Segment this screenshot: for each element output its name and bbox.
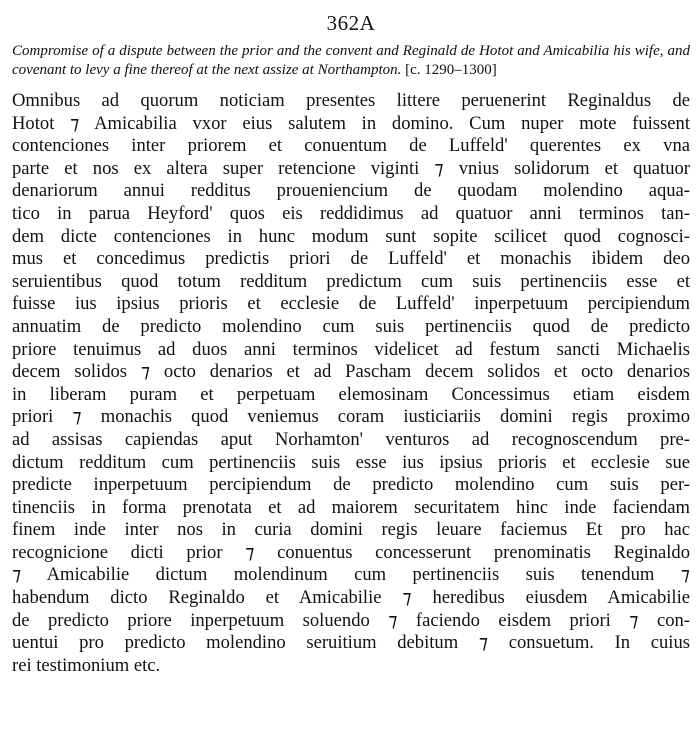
body-line: rei testimonium etc. xyxy=(12,654,161,676)
body-line: parte et nos ex altera super retencione viginti ⁊ vnius solidorum et quatuor xyxy=(12,157,690,179)
body-line: finem inde inter nos in curia domini regis leuare faciemus Et pro hac xyxy=(12,519,690,541)
document-heading-text: Compromise of a dispute between the prior and the convent and Reginald de Hotot and Amicabilia his wife, and covenant to levy a fine thereof at the next assize at Northampton. xyxy=(12,43,690,78)
body-line: recognicione dicti prior ⁊ conuentus concesserunt prenominatis Reginaldo xyxy=(12,541,690,563)
body-line: habendum dicto Reginaldo et Amicabilie ⁊ heredibus eiusdem Amicabilie xyxy=(12,587,690,609)
body-line: fuisse ius ipsius prioris et ecclesie de Luffeld' inperpetuum percipiendum xyxy=(12,293,690,315)
body-line: ⁊ Amicabilie dictum molendinum cum pertinenciis suis tenendum ⁊ xyxy=(12,564,690,586)
body-line: seruientibus quod totum redditum predictum cum suis pertinenciis esse et xyxy=(12,270,690,292)
body-line: dictum redditum cum pertinenciis suis esse ius ipsius prioris et ecclesie sue xyxy=(12,451,690,473)
document-date: [c. 1290–1300] xyxy=(405,62,497,78)
body-line: contenciones inter priorem et conuentum de Luffeld' querentes ex vna xyxy=(12,135,690,157)
body-line: tico in parua Heyford' quos eis reddidimus ad quatuor anni terminos tan- xyxy=(12,202,690,224)
body-line: in liberam puram et perpetuam elemosinam Concessimus etiam eisdem xyxy=(12,383,690,405)
body-line: annuatim de predicto molendino cum suis pertinenciis quod de predicto xyxy=(12,315,690,337)
body-line: mus et concedimus predictis priori de Luffeld' et monachis ibidem deo xyxy=(12,248,690,270)
body-line: tinenciis in forma prenotata et ad maiorem securitatem hinc inde faciendam xyxy=(12,496,690,518)
body-line: de predicto priore inperpetuum soluendo ⁊ faciendo eisdem priori ⁊ con- xyxy=(12,609,690,631)
body-line: Omnibus ad quorum noticiam presentes littere peruenerint Reginaldus de xyxy=(12,90,690,111)
body-line: ad assisas capiendas aput Norhamton' venturos ad recognoscendum pre- xyxy=(12,428,690,450)
document-heading xyxy=(12,42,690,80)
document-body xyxy=(12,90,690,677)
body-line: decem solidos ⁊ octo denarios et ad Pascham decem solidos et octo denarios xyxy=(12,361,690,383)
body-line: denariorum annui redditus proueniencium de quodam molendino aqua- xyxy=(12,180,690,202)
body-line: Hotot ⁊ Amicabilia vxor eius salutem in domino. Cum nuper mote fuissent xyxy=(12,112,690,134)
document-number: 362A xyxy=(326,11,376,35)
body-line: dem dicte contenciones in hunc modum sunt sopite scilicet quod cognosci- xyxy=(12,225,690,247)
body-line: predicte inperpetuum percipiendum de predicto molendino cum suis per- xyxy=(12,474,690,496)
body-line: priori ⁊ monachis quod veniemus coram iusticiariis domini regis proximo xyxy=(12,406,690,428)
body-line: priore tenuimus ad duos anni terminos videlicet ad festum sancti Michaelis xyxy=(12,338,690,360)
body-line: uentui pro predicto molendino seruitium debitum ⁊ consuetum. In cuius xyxy=(12,632,690,654)
